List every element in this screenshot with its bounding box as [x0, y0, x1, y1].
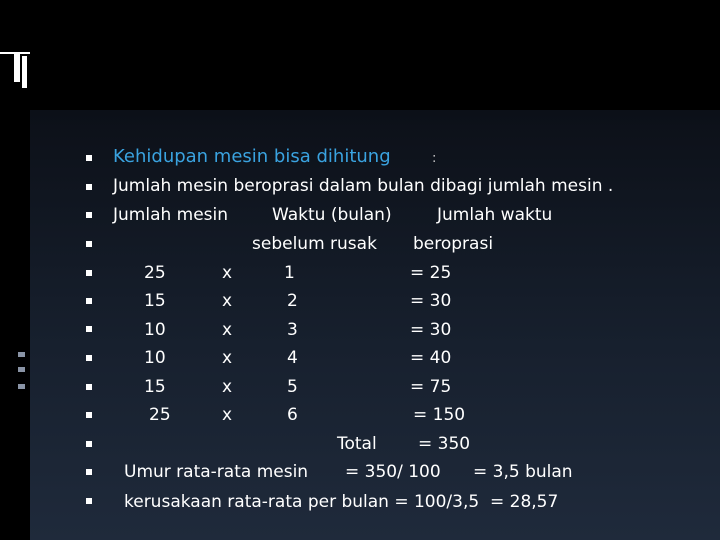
bullet	[86, 412, 92, 418]
bullet	[86, 212, 92, 218]
bullet	[86, 298, 92, 304]
row-times: x	[222, 405, 233, 425]
bullet	[86, 355, 92, 361]
row-result: = 30	[410, 291, 452, 311]
average-calc: = 350/ 100	[345, 462, 441, 482]
bullet	[86, 469, 92, 475]
total-label: Total	[337, 434, 377, 454]
row-result: = 30	[410, 320, 452, 340]
column-header-machines: Jumlah mesin	[113, 205, 229, 225]
bullet	[86, 384, 92, 390]
row-months: 4	[287, 348, 298, 368]
row-times: x	[222, 320, 233, 340]
row-result: = 40	[410, 348, 452, 368]
decor-square	[18, 384, 25, 389]
decor-bar-vertical-left	[14, 52, 20, 82]
rate-result: = 28,57	[490, 492, 559, 512]
bullet	[86, 326, 92, 332]
bullet	[86, 441, 92, 447]
row-result: = 75	[410, 377, 452, 397]
row-machines: 10	[144, 320, 166, 340]
bullet	[86, 155, 92, 161]
bullet	[86, 270, 92, 276]
row-times: x	[222, 291, 233, 311]
row-months: 1	[284, 263, 295, 283]
column-header-total-time-sub: beroprasi	[413, 234, 494, 254]
column-header-total-time: Jumlah waktu	[437, 205, 553, 225]
row-machines: 25	[149, 405, 171, 425]
heading-colon: :	[432, 151, 437, 166]
row-months: 5	[287, 377, 298, 397]
heading-title: Kehidupan mesin bisa dihitung	[113, 146, 391, 167]
rate-text: kerusakaan rata-rata per bulan = 100/3,5	[124, 492, 480, 512]
bullet	[86, 498, 92, 504]
average-result: = 3,5 bulan	[473, 462, 573, 482]
row-machines: 15	[144, 291, 166, 311]
description-line: Jumlah mesin beroprasi dalam bulan dibagi jumlah mesin .	[113, 176, 614, 196]
total-value: = 350	[418, 434, 471, 454]
decor-bar-vertical-right	[22, 56, 27, 88]
row-months: 6	[287, 405, 298, 425]
row-months: 3	[287, 320, 298, 340]
column-header-months-sub: sebelum rusak	[252, 234, 377, 254]
row-times: x	[222, 348, 233, 368]
decor-square	[18, 367, 25, 372]
row-months: 2	[287, 291, 298, 311]
row-result: = 25	[410, 263, 452, 283]
row-result: = 150	[413, 405, 466, 425]
row-machines: 25	[144, 263, 166, 283]
row-times: x	[222, 263, 233, 283]
column-header-months: Waktu (bulan)	[272, 205, 392, 225]
row-machines: 15	[144, 377, 166, 397]
row-machines: 10	[144, 348, 166, 368]
bullet	[86, 184, 92, 190]
bullet	[86, 241, 92, 247]
row-times: x	[222, 377, 233, 397]
average-label: Umur rata-rata mesin	[124, 462, 309, 482]
decor-square	[18, 352, 25, 357]
